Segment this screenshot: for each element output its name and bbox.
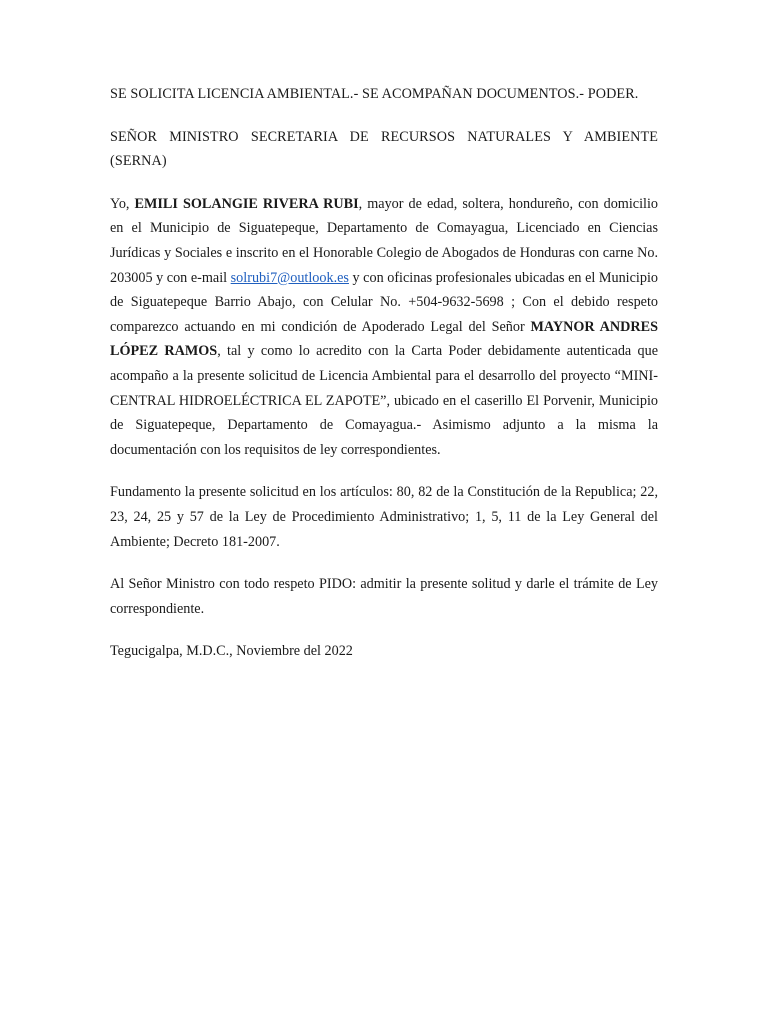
place-and-date: Tegucigalpa, M.D.C., Noviembre del 2022 bbox=[110, 643, 353, 660]
document-subject-heading: SE SOLICITA LICENCIA AMBIENTAL.- SE ACOMPAÑAN DOCUMENTOS.- PODER. bbox=[110, 86, 639, 102]
body-paragraph-appearance bbox=[110, 192, 658, 463]
document-page bbox=[110, 82, 658, 682]
email-link[interactable]: solrubi7@outlook.es bbox=[230, 269, 349, 286]
applicant-name: EMILI SOLANGIE RIVERA RUBI bbox=[134, 195, 359, 212]
project-details-text: , tal y como lo acredito con la Carta Poder debidamente autenticada que acompaño a la presente solicitud de Licencia Ambiental para el desarrollo del proyecto “MINI-CENTRAL HIDROELÉCTRICA EL ZAPOTE”, ubicado en el caserillo El Porvenir, Municipio de Siguatepeque, Departamento de Comayagua.- Asimismo adjunto a la misma la documentación con los requisitos de ley correspondientes. bbox=[110, 343, 658, 458]
body-paragraph-petition: Al Señor Ministro con todo respeto PIDO: admitir la presente solitud y darle el trámite de Ley correspondiente. bbox=[110, 576, 658, 617]
client-name: MAYNOR ANDRES LÓPEZ RAMOS bbox=[110, 318, 658, 360]
office-details-text: y con oficinas profesionales ubicadas en el Municipio de Siguatepeque Barrio Abajo, con Celular No. +504-9632-5698 ; Con el debido respeto comparezco actuando en mi condición de Apoderado Legal del Señor bbox=[110, 269, 658, 335]
applicant-details-text: , mayor de edad, soltera, hondureño, con domicilio en el Municipio de Siguatepeque, Departamento de Comayagua, Licenciado en Ciencias Jurídicas y Sociales e inscrito en el Honorable Colegio de Abogados de Honduras con carne No. 203005 y con e-mail bbox=[110, 195, 658, 286]
addressee-heading: SEÑOR MINISTRO SECRETARIA DE RECURSOS NATURALES Y AMBIENTE (SERNA) bbox=[110, 128, 658, 170]
paragraph-lead-text: Yo, bbox=[110, 195, 135, 212]
body-paragraph-legal-basis: Fundamento la presente solicitud en los artículos: 80, 82 de la Constitución de la Republica; 22, 23, 24, 25 y 57 de la Ley de Procedimiento Administrativo; 1, 5, 11 de la Ley General del Ambiente; Decreto 181-2007. bbox=[110, 484, 658, 550]
